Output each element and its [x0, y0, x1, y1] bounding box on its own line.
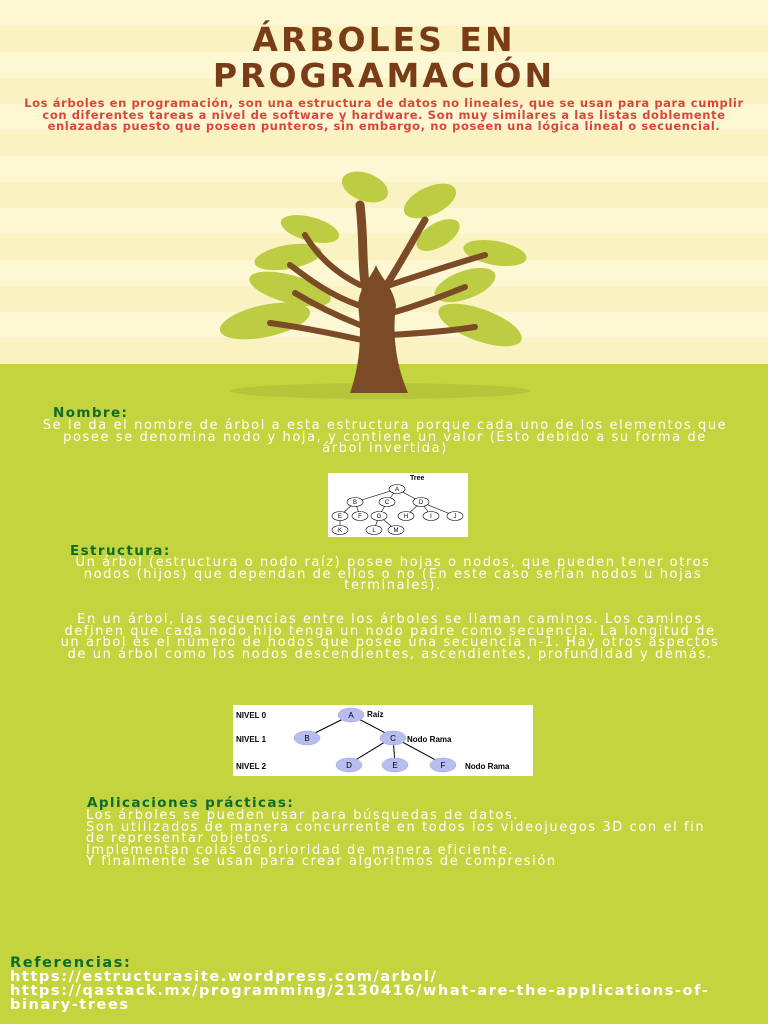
intro-paragraph: Los árboles en programación, son una estructura de datos no lineales, que se usan para para cumplir con diferentes tareas a nivel de software y hardware. Son muy similares a las listas doblemente enlazadas puesto que poseen punteros, sin embargo, no poseen una lógica lineal o secuencial.	[24, 96, 744, 133]
title-line-1: ÁRBOLES EN	[252, 20, 516, 59]
levels-figure-node-label: C	[390, 733, 396, 743]
tree-figure-node-label: H	[403, 514, 409, 521]
tree-figure-node-label: J	[453, 514, 457, 521]
tree-trunk	[350, 305, 408, 393]
tree-illustration	[210, 165, 550, 405]
levels-figure-node-label: E	[392, 760, 398, 770]
branch-label-c: Nodo Rama	[407, 735, 452, 744]
estructura-paragraph-2: En un árbol, las secuencias entre los árboles se llaman caminos. Los caminos definen que cada nodo hijo tenga un nodo padre como secuencia. La longitud de un árbol es el número de nodos que posee una secuencia n-1. Hay otros aspectos de un árbol como los nodos descendientes, ascendientes, profundidad y demás.	[60, 612, 720, 662]
tree-figure-graphic	[328, 473, 468, 537]
level-2-label: NIVEL 2	[236, 762, 267, 771]
tree-figure-node-label: B	[352, 500, 358, 507]
tree-figure-node-label: I	[430, 514, 432, 521]
tree-figure-node-label: K	[337, 528, 343, 535]
level-1-label: NIVEL 1	[236, 735, 267, 744]
levels-figure-node-label: B	[304, 733, 310, 743]
referencias-heading: Referencias:	[10, 955, 132, 971]
levels-figure-node-label: D	[346, 760, 352, 770]
reference-link-2[interactable]: https://qastack.mx/programming/2130416/what-are-the-applications-of-binary-trees	[10, 983, 710, 1013]
levels-figure-graphic	[233, 705, 533, 776]
tree-figure-title: Tree	[410, 475, 425, 482]
aplicaciones-list	[86, 810, 726, 868]
aplicaciones-heading: Aplicaciones prácticas:	[87, 795, 295, 811]
level-0-label: NIVEL 0	[236, 711, 267, 720]
tree-figure-node-label: E	[337, 514, 343, 521]
tree-figure-node-label: G	[376, 514, 382, 521]
branch-label-f: Nodo Rama	[465, 762, 510, 771]
page-title	[0, 22, 768, 94]
referencias	[10, 956, 760, 1012]
aplicacion-item: Los árboles se pueden usar para búsquedas de datos.	[86, 808, 520, 823]
tree-figure-node-label: L	[372, 528, 376, 535]
reference-link-1[interactable]: https://estructurasite.wordpress.com/arbol/	[10, 969, 438, 985]
tree-figure-node-label: F	[358, 514, 362, 521]
root-label: Raíz	[367, 710, 384, 719]
aplicacion-item: Implementan colas de prioridad de manera eficiente.	[86, 842, 515, 858]
estructura-heading: Estructura:	[70, 543, 171, 559]
nombre-heading: Nombre:	[53, 405, 129, 421]
tree-figure-node-label: D	[418, 500, 424, 507]
nombre-body: Se le da el nombre de árbol a esta estructura porque cada uno de los elementos que posee se denomina nodo y hoja, y contiene un valor (Esto debido a su forma de árbol invertida)	[42, 418, 728, 457]
tree-figure-node-label: M	[393, 528, 399, 535]
tree-figure	[328, 473, 468, 537]
levels-figure-node-label: F	[440, 760, 446, 770]
aplicacion-item: Son utilizados de manera concurrente en todos los videojuegos 3D con el fin de representar objetos.	[86, 819, 706, 846]
aplicacion-item: Y finalmente se usan para crear algoritmos de compresión	[86, 854, 557, 869]
levels-figure	[233, 705, 533, 776]
levels-figure-node-label: A	[348, 710, 354, 720]
title-line-2: PROGRAMACIÓN	[212, 56, 556, 95]
tree-figure-node-label: A	[394, 487, 400, 494]
tree-figure-node-label: C	[384, 500, 390, 507]
estructura-paragraph-1: Un árbol (estructura o nodo raíz) posee hojas o nodos, que pueden tener otros nodos (hijos) que dependan de ellos o no (En este caso serían nodos u hojas terminales).	[75, 555, 711, 594]
